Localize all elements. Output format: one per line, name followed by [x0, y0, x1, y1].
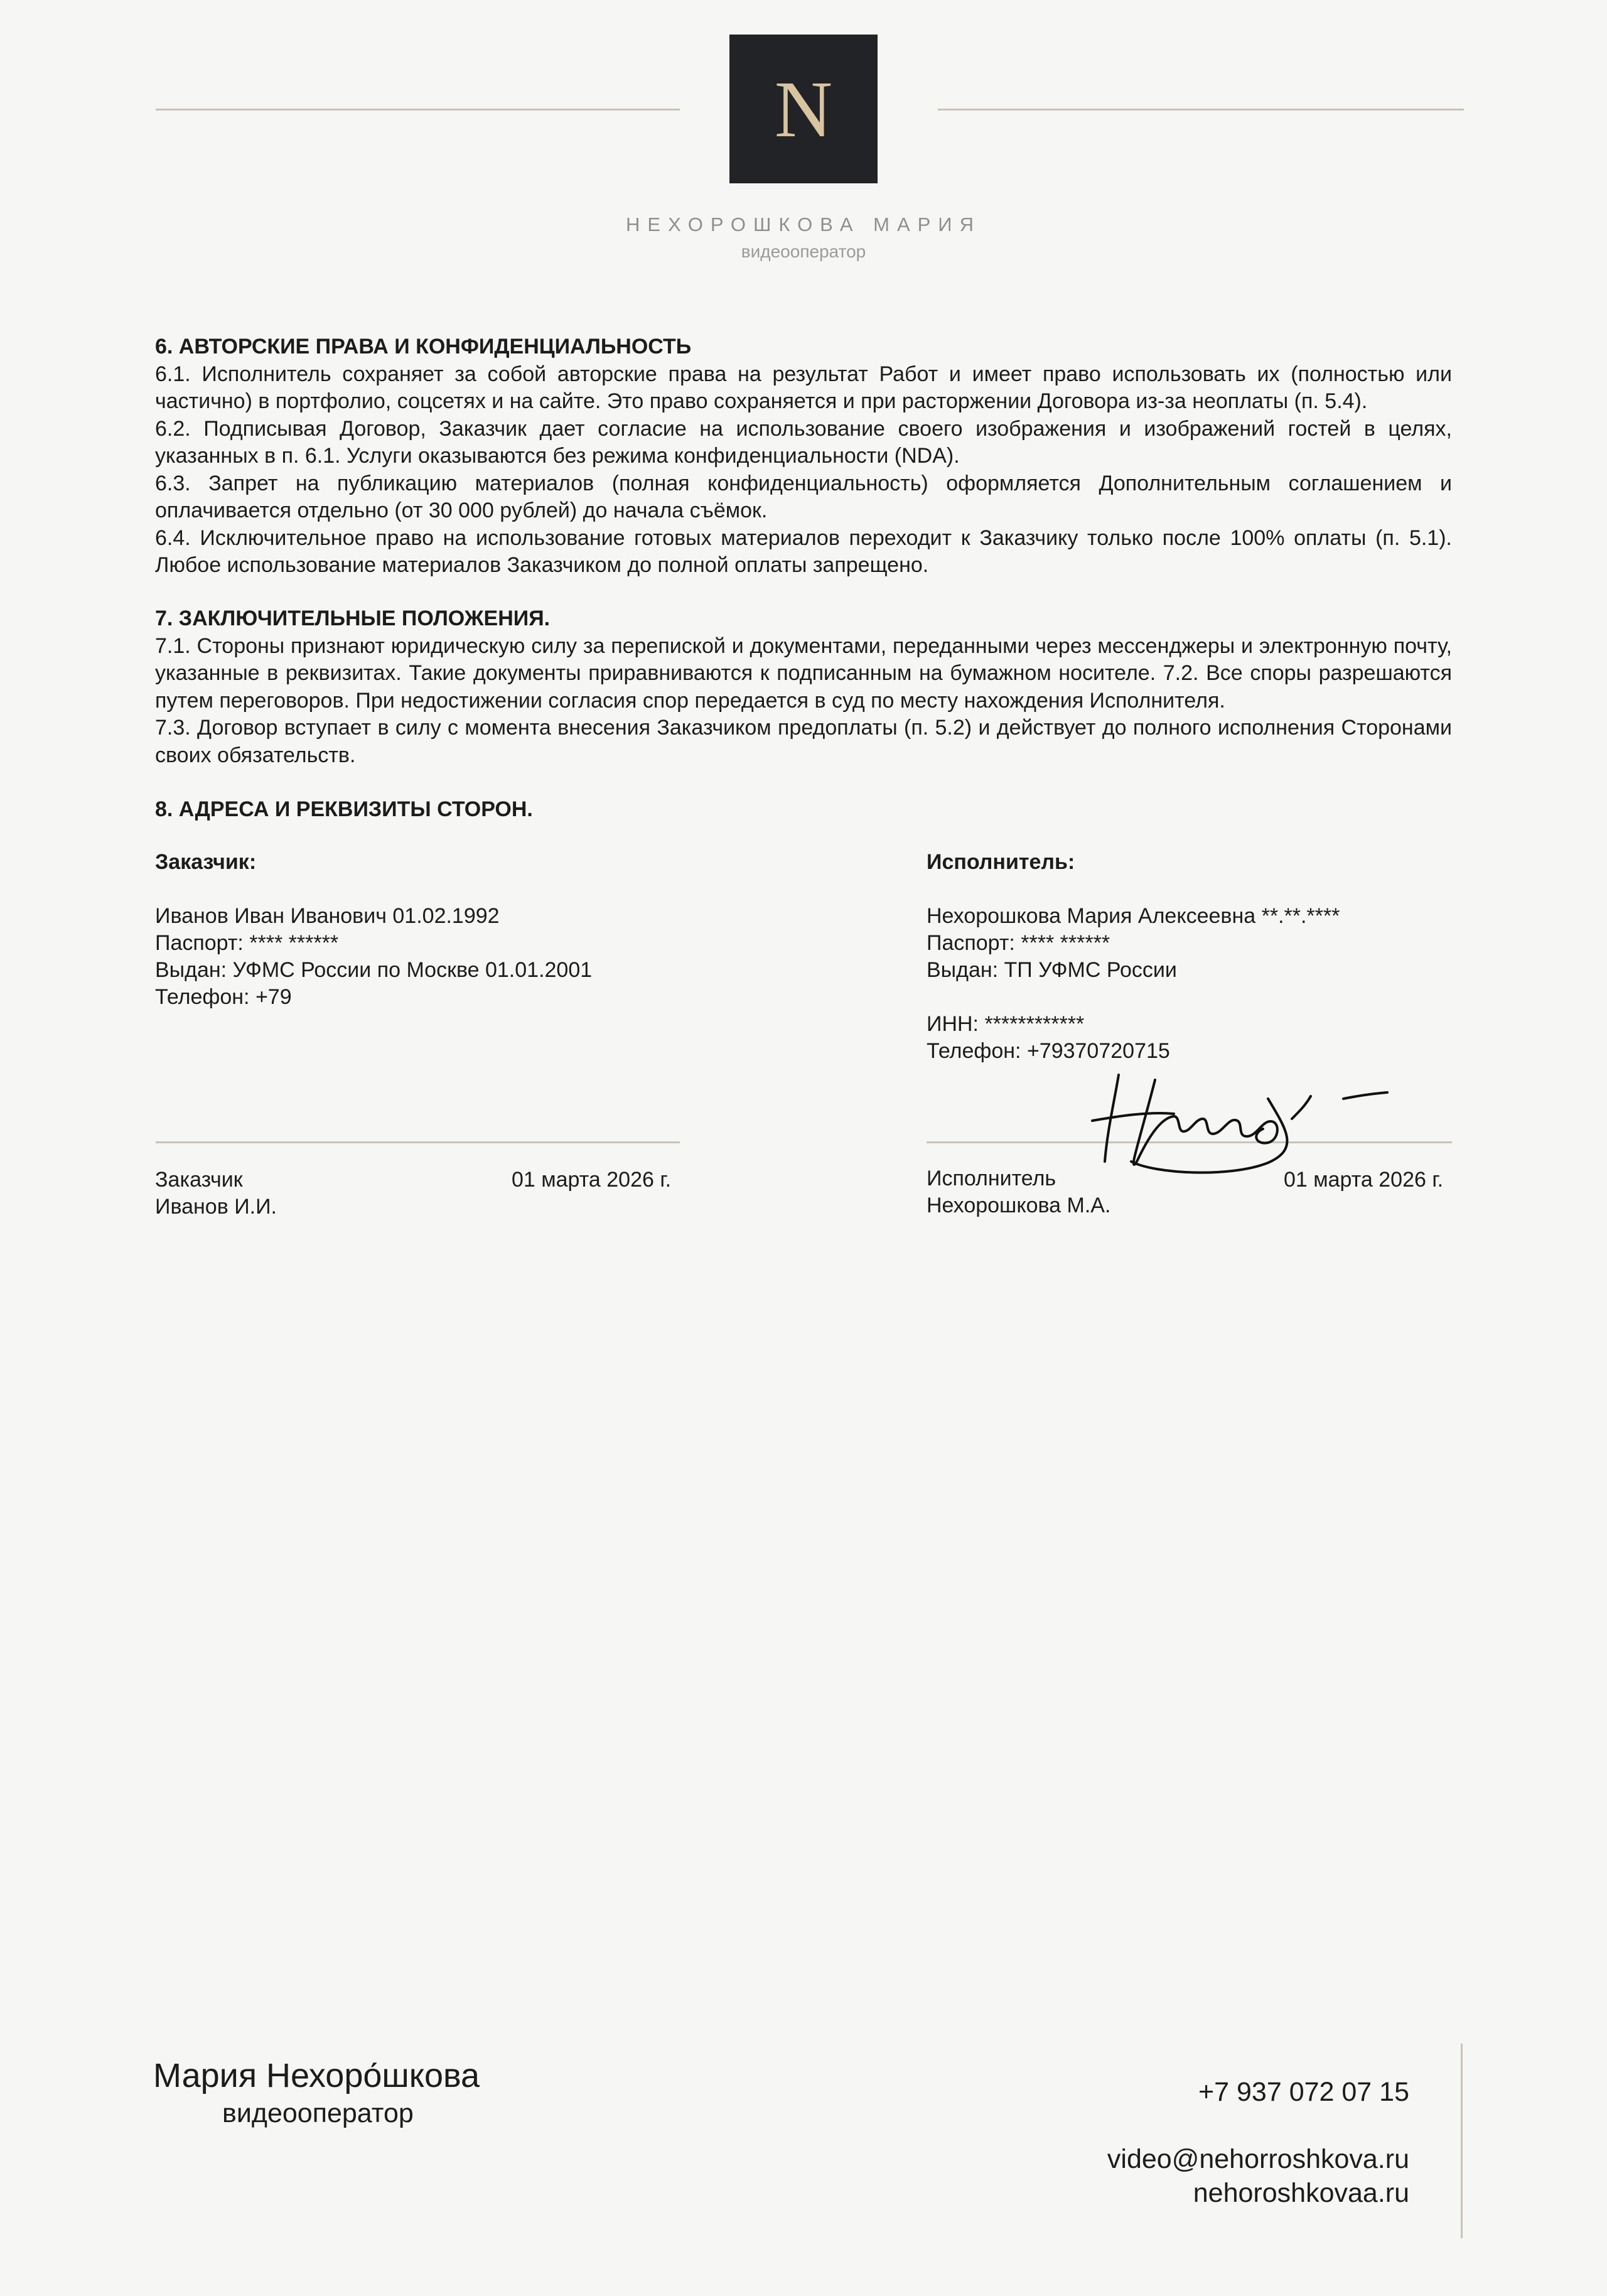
customer-heading: Заказчик: [155, 850, 257, 874]
section-6-title: 6. АВТОРСКИЕ ПРАВА И КОНФИДЕНЦИАЛЬНОСТЬ [155, 335, 692, 358]
section-6 [155, 333, 1452, 579]
customer-phone: Телефон: +79 [155, 985, 292, 1009]
customer-signature-line [156, 1141, 680, 1143]
footer-name: Мария Нехоро́шкова [153, 2057, 480, 2094]
customer-sign-date: 01 марта 2026 г. [512, 1168, 672, 1192]
customer-details [155, 849, 592, 1011]
contractor-phone: Телефон: +79370720715 [927, 1039, 1170, 1063]
customer-name: Иванов Иван Иванович 01.02.1992 [155, 904, 500, 928]
section-8-title: 8. АДРЕСА И РЕКВИЗИТЫ СТОРОН. [155, 797, 533, 821]
contractor-name: Нехорошкова Мария Алексеевна **.**.**** [927, 904, 1340, 928]
contractor-sign-name: Нехорошкова М.А. [927, 1194, 1111, 1217]
contractor-passport: Паспорт: **** ****** [927, 931, 1110, 955]
footer-divider [1461, 2044, 1463, 2238]
customer-sign-name: Иванов И.И. [155, 1195, 277, 1219]
section-8 [155, 796, 1452, 824]
customer-issued: Выдан: УФМС России по Москве 01.01.2001 [155, 958, 593, 982]
contractor-details [927, 849, 1340, 1065]
clause-6-3: 6.3. Запрет на публикацию материалов (полная конфиденциальность) оформляется Дополнительным соглашением и оплачивается отдельно (от 30 000 рублей) до начала съёмок. [155, 471, 1452, 522]
brand-name: НЕХОРОШКОВА МАРИЯ [626, 213, 981, 235]
customer-sign-role: Заказчик [155, 1168, 243, 1192]
clause-7-1: 7.1. Стороны признают юридическую силу за перепиской и документами, переданными через мессенджеры и электронную почту, указанные в реквизитах. Такие документы приравниваются к подписанным на бумажном носителе. 7.2. Все споры разрешаются путем переговоров. При недостижении согласия спор передается в суд по месту нахождения Исполнителя. [155, 633, 1452, 713]
header-rule-left [156, 109, 680, 110]
footer-role: видеооператор [222, 2098, 414, 2128]
footer-site[interactable]: nehoroshkovaa.ru [1193, 2178, 1409, 2208]
contractor-signature-block [927, 1165, 1110, 1219]
contractor-heading: Исполнитель: [927, 850, 1075, 874]
customer-signature-block [155, 1167, 277, 1221]
contractor-issued: Выдан: ТП УФМС России [927, 958, 1177, 982]
contractor-sign-role: Исполнитель [927, 1167, 1056, 1190]
section-7 [155, 605, 1452, 769]
logo-letter: N [774, 64, 833, 154]
contractor-inn: ИНН: ************ [927, 1012, 1085, 1036]
clause-6-1: 6.1. Исполнитель сохраняет за собой авторские права на результат Работ и имеет право использовать их (полностью или частично) в портфолио, соцсетях и на сайте. Это право сохраняется и при расторжении Договора из-за неоплаты (п. 5.4). [155, 362, 1452, 413]
header-rule-right [938, 109, 1464, 110]
footer-phone: +7 937 072 07 15 [1198, 2077, 1409, 2107]
footer-email[interactable]: video@nehorroshkova.ru [1107, 2144, 1409, 2174]
clause-6-2: 6.2. Подписывая Договор, Заказчик дает согласие на использование своего изображения и изображений гостей в целях, указанных в п. 6.1. Услуги оказываются без режима конфиденциальности (NDA). [155, 416, 1452, 468]
section-7-title: 7. ЗАКЛЮЧИТЕЛЬНЫЕ ПОЛОЖЕНИЯ. [155, 606, 551, 630]
customer-passport: Паспорт: **** ****** [155, 931, 339, 955]
clause-7-3: 7.3. Договор вступает в силу с момента внесения Заказчиком предоплаты (п. 5.2) и действует до полного исполнения Сторонами своих обязательств. [155, 716, 1452, 767]
logo [729, 35, 878, 183]
brand-role: видеооператор [741, 242, 866, 261]
clause-6-4: 6.4. Исключительное право на использование готовых материалов переходит к Заказчику только после 100% оплаты (п. 5.1). Любое использование материалов Заказчиком до полной оплаты запрещено. [155, 525, 1452, 577]
contractor-sign-date: 01 марта 2026 г. [1284, 1168, 1444, 1192]
